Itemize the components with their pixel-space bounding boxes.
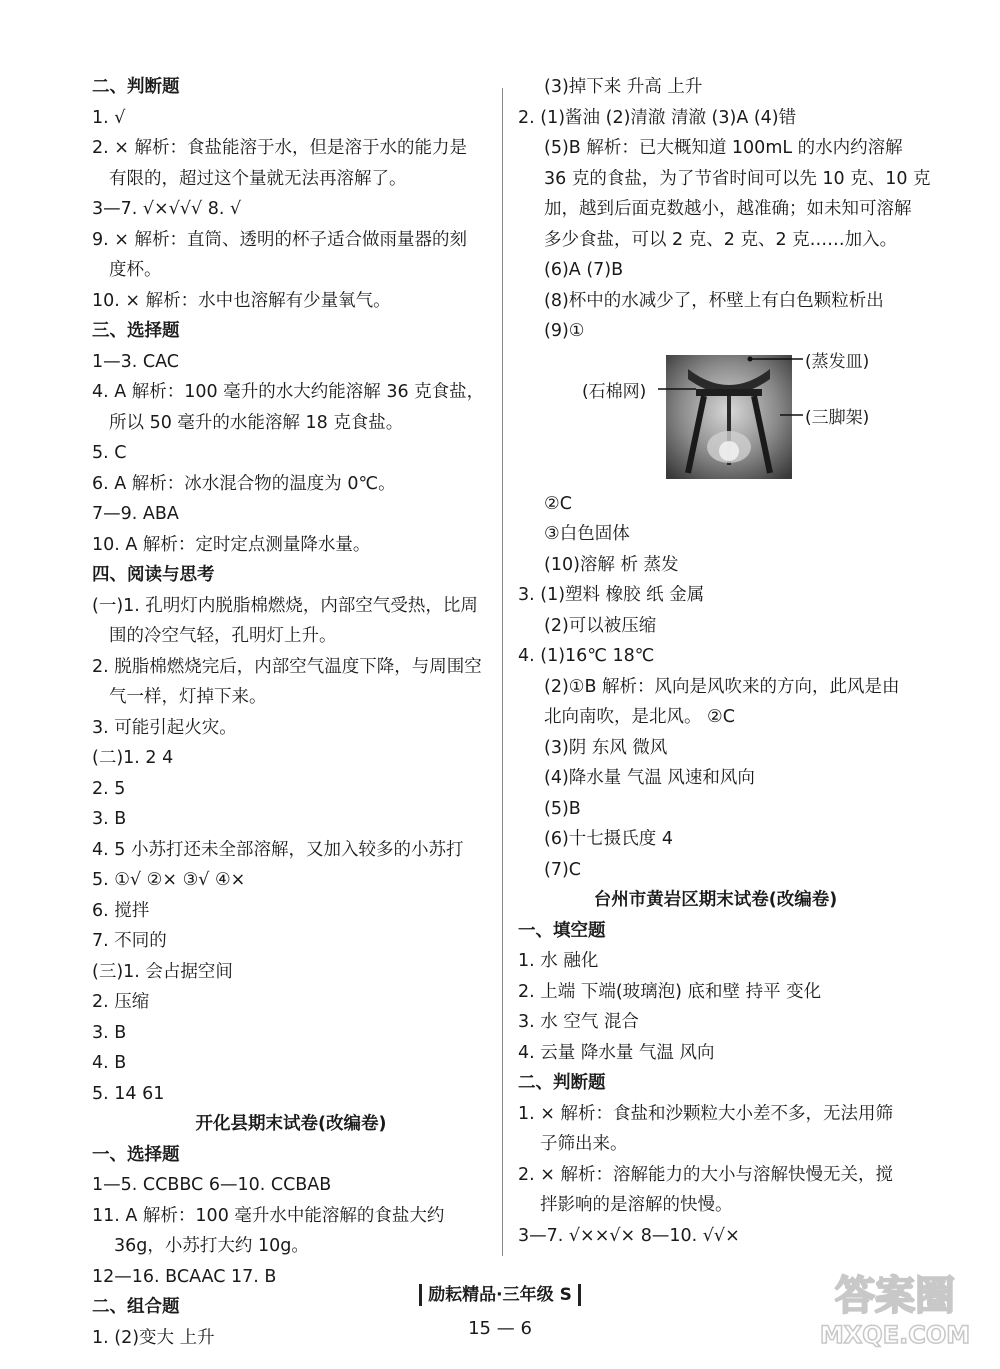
answer-line: 北向南吹，是北风。 ②C	[544, 707, 735, 727]
exam-title: 开化县期末试卷(改编卷)	[195, 1114, 387, 1134]
answer-line: 3—7. √×√√√ 8. √	[92, 199, 242, 219]
answer-line: 3. 水 空气 混合	[518, 1012, 639, 1032]
section-title: 二、组合题	[92, 1297, 180, 1317]
section-title: 一、选择题	[92, 1144, 180, 1165]
answer-line: 7—9. ABA	[92, 504, 179, 524]
answer-line: (3)掉下来 升高 上升	[544, 77, 703, 97]
column-divider	[502, 88, 503, 1256]
answer-line: 3. B	[92, 809, 127, 829]
answer-line: 多少食盐，可以 2 克、2 克、2 克……加入。	[544, 229, 898, 250]
answer-line: 4. 5 小苏打还未全部溶解，又加入较多的小苏打	[92, 839, 464, 860]
answer-line: (2)可以被压缩	[544, 615, 657, 636]
answer-line: 4. (1)16℃ 18℃	[518, 646, 655, 666]
section-title: 四、阅读与思考	[92, 565, 215, 585]
answer-line: 10. A 解析：定时定点测量降水量。	[92, 534, 371, 555]
answer-line: 6. 搅拌	[92, 900, 150, 921]
answer-line: 2. × 解析：食盐能溶于水，但是溶于水的能力是	[92, 138, 467, 158]
answer-line: (6)A (7)B	[544, 260, 624, 280]
label-asbestos-net: (石棉网)	[582, 381, 647, 402]
left-column	[92, 72, 490, 1353]
answer-line: 有限的，超过这个量就无法再溶解了。	[109, 168, 407, 189]
section-title: 三、选择题	[92, 321, 180, 341]
answer-line: 2. (1)酱油 (2)清澈 清澈 (3)A (4)错	[518, 107, 797, 128]
answer-line: 2. 压缩	[92, 992, 150, 1012]
answer-line: 3. 可能引起火灾。	[92, 717, 237, 738]
answer-line: 3—7. √××√× 8—10. √√×	[518, 1225, 740, 1246]
answer-line: 10. × 解析：水中也溶解有少量氧气。	[92, 290, 391, 311]
answer-line: 5. C	[92, 443, 127, 463]
answer-line: 5. ①√ ②× ③√ ④×	[92, 870, 246, 890]
answer-line: 加，越到后面克数越小，越准确；如未知可溶解	[544, 199, 912, 219]
evaporation-apparatus-figure	[518, 353, 913, 483]
answer-line: (7)C	[544, 859, 582, 880]
answer-line: 3. B	[92, 1022, 127, 1043]
answer-line: ②C	[544, 493, 572, 514]
section-title: 一、填空题	[518, 920, 606, 941]
watermark-text-top: 答案圈	[835, 1273, 955, 1319]
section-title: 二、判断题	[518, 1073, 606, 1093]
label-tripod: (三脚架)	[805, 407, 870, 428]
answer-line: 36g，小苏打大约 10g。	[114, 1236, 309, 1256]
answer-line: 9. × 解析：直筒、透明的杯子适合做雨量器的刻	[92, 229, 467, 250]
answer-line: (三)1. 会占据空间	[92, 961, 233, 982]
right-column	[518, 72, 931, 1251]
answer-line: 3. (1)塑料 橡胶 纸 金属	[518, 585, 705, 605]
answer-line: 4. B	[92, 1053, 127, 1073]
answer-line: ③白色固体	[544, 524, 630, 544]
answer-line: 2. 上端 下端(玻璃泡) 底和壁 持平 变化	[518, 981, 822, 1002]
answer-line: (二)1. 2 4	[92, 748, 174, 768]
answer-line: 5. 14 61	[92, 1083, 165, 1104]
answer-line: (4)降水量 气温 风速和风向	[544, 768, 755, 788]
exam-title: 台州市黄岩区期末试卷(改编卷)	[593, 890, 838, 910]
answer-line: 1. (2)变大 上升	[92, 1327, 215, 1348]
section-title: 二、判断题	[92, 77, 180, 97]
answer-line: 7. 不同的	[92, 931, 167, 951]
answer-line: 所以 50 毫升的水能溶解 18 克食盐。	[109, 412, 404, 433]
answer-line: 4. 云量 降水量 气温 风向	[518, 1042, 715, 1063]
answer-line: 围的冷空气轻，孔明灯上升。	[109, 626, 337, 646]
answer-line: 12—16. BCAAC 17. B	[92, 1266, 277, 1287]
watermark-text-bottom: MXQE.COM	[820, 1321, 970, 1349]
answer-line: 2. 脱脂棉燃烧完后，内部空气温度下降，与周围空	[92, 656, 482, 677]
answer-line: 1—5. CCBBC 6—10. CCBAB	[92, 1175, 332, 1195]
answer-line: 度杯。	[109, 260, 162, 280]
answer-line: (3)阴 东风 微风	[544, 737, 668, 758]
answer-line: 1. × 解析：食盐和沙颗粒大小差不多，无法用筛	[518, 1103, 893, 1124]
answer-line: (一)1. 孔明灯内脱脂棉燃烧，内部空气受热，比周	[92, 595, 478, 616]
answer-line: 子筛出来。	[540, 1134, 628, 1154]
answer-line: (2)①B 解析：风向是风吹来的方向，此风是由	[544, 676, 900, 697]
answer-line: (8)杯中的水减少了，杯壁上有白色颗粒析出	[544, 290, 884, 311]
watermark-logo	[820, 1261, 970, 1351]
answer-line: (5)B	[544, 798, 581, 819]
answer-line: 气一样，灯掉下来。	[109, 687, 267, 707]
answer-line: (6)十七摄氏度 4	[544, 829, 673, 849]
answer-line: 11. A 解析：100 毫升水中能溶解的食盐大约	[92, 1205, 445, 1226]
answer-line: (9)①	[544, 321, 585, 341]
answer-line: 6. A 解析：冰水混合物的温度为 0℃。	[92, 473, 396, 494]
answer-line: 拌影响的是溶解的快慢。	[540, 1195, 733, 1215]
answer-line: 1. √	[92, 107, 126, 128]
answer-line: 1—3. CAC	[92, 351, 179, 372]
label-evaporating-dish: (蒸发皿)	[805, 351, 870, 372]
brand-label: 励耘精品·三年级 S	[419, 1284, 581, 1306]
answer-line: 2. × 解析：溶解能力的大小与溶解快慢无关，搅	[518, 1164, 893, 1185]
answer-line: 1. 水 融化	[518, 951, 599, 971]
answer-line: (5)B 解析：已大概知道 100mL 的水内约溶解	[544, 138, 903, 158]
answer-line: 36 克的食盐，为了节省时间可以先 10 克、10 克	[544, 168, 931, 189]
answer-line: 4. A 解析：100 毫升的水大约能溶解 36 克食盐，	[92, 382, 485, 402]
page-number: 15 — 6	[468, 1318, 532, 1339]
answer-line: (10)溶解 析 蒸发	[544, 554, 679, 575]
answer-line: 2. 5	[92, 778, 126, 799]
